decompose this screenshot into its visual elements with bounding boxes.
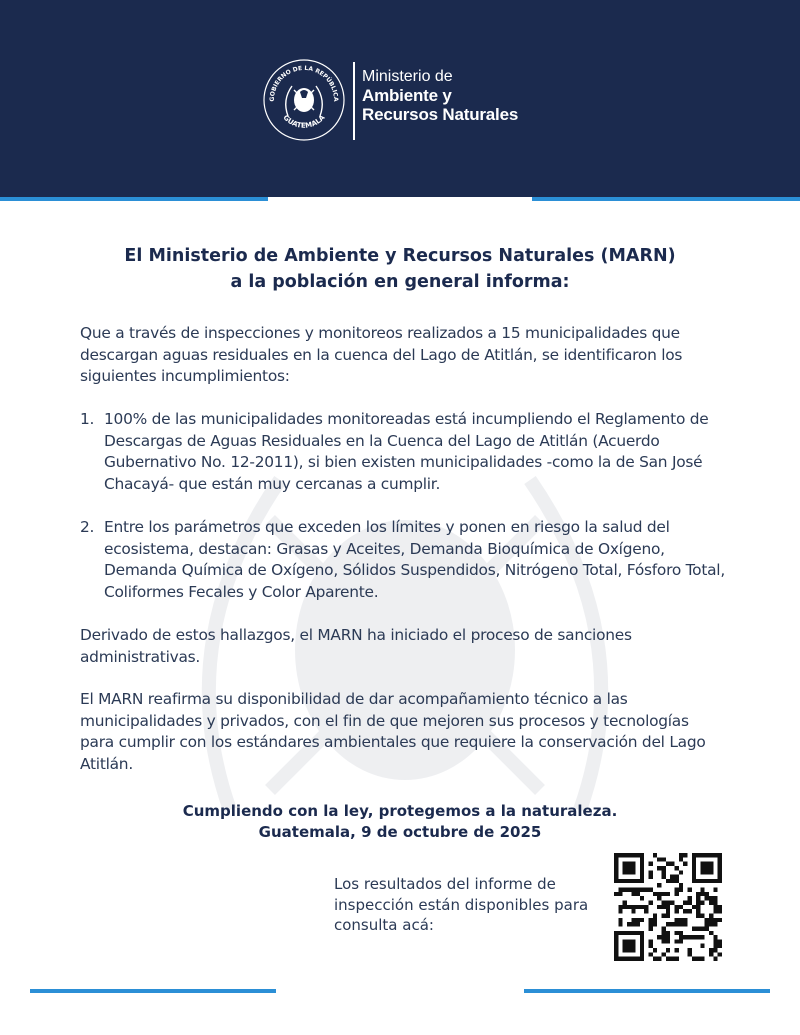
title-line-1: El Ministerio de Ambiente y Recursos Naturales (MARN): [124, 246, 676, 266]
intro-paragraph: Que a través de inspecciones y monitoreos realizados a 15 municipalidades que descargan aguas residuales en la cuenca del Lago de Atitlán, se identificaron los siguientes incumplimientos:: [80, 324, 683, 385]
accent-bar-left: [0, 197, 268, 201]
date-line: Guatemala, 9 de octubre de 2025: [258, 823, 542, 841]
support-paragraph: El MARN reafirma su disponibilidad de dar acompañamiento técnico a las municipalidades y privados, con el fin de que mejoren sus procesos y tecnologías para cumplir con los estándares ambientales que requiere la conservación del Lago Atitlán.: [80, 690, 706, 773]
header-banner: [0, 0, 800, 197]
list-item: [80, 517, 726, 603]
ministry-logo-text: [362, 68, 518, 124]
logo-divider: [353, 62, 355, 140]
slogan: [100, 801, 700, 843]
seal-bottom-text: GUATEMALA: [281, 113, 327, 130]
bottom-accent-right: [524, 989, 770, 993]
list-item-number: 1.: [80, 410, 95, 428]
logo-line-1: Ministerio de: [362, 68, 453, 85]
qr-code-icon[interactable]: [614, 853, 722, 961]
logo-line-2: Ambiente y: [362, 85, 452, 105]
coat-of-arms-icon: [262, 58, 346, 142]
list-item-text: 100% de las municipalidades monitoreadas está incumpliendo el Reglamento de Descargas de Aguas Residuales en la Cuenca del Lago de Atitlán (Acuerdo Gubernativo No. 12-2011), si bien existen municipalidades -como la de San José Chacayá- que están muy cercanas a cumplir.: [104, 410, 709, 493]
slogan-line-1: Cumpliendo con la ley, protegemos a la naturaleza.: [182, 802, 618, 820]
list-item-text: Entre los parámetros que exceden los límites y ponen en riesgo la salud del ecosistema, destacan: Grasas y Aceites, Demanda Bioquímica de Oxígeno, Demanda Química de Oxígeno, Sólidos Suspendidos, Nitrógeno Total, Fósforo Total, Coliformes Fecales y Color Aparente.: [104, 518, 725, 601]
sanctions-paragraph: Derivado de estos hallazgos, el MARN ha iniciado el proceso de sanciones administrativas.: [80, 626, 632, 666]
list-item: [80, 409, 726, 495]
seal-top-text: GOBIERNO DE LA REPÚBLICA: [268, 64, 340, 102]
consult-text: Los resultados del informe de inspección están disponibles para consulta acá:: [334, 875, 589, 934]
page-title: [60, 243, 740, 295]
accent-bar-right: [532, 197, 800, 201]
bottom-accent-left: [30, 989, 276, 993]
list-item-number: 2.: [80, 518, 95, 536]
title-line-2: a la población en general informa:: [230, 272, 570, 292]
logo-line-3: Recursos Naturales: [362, 104, 519, 124]
